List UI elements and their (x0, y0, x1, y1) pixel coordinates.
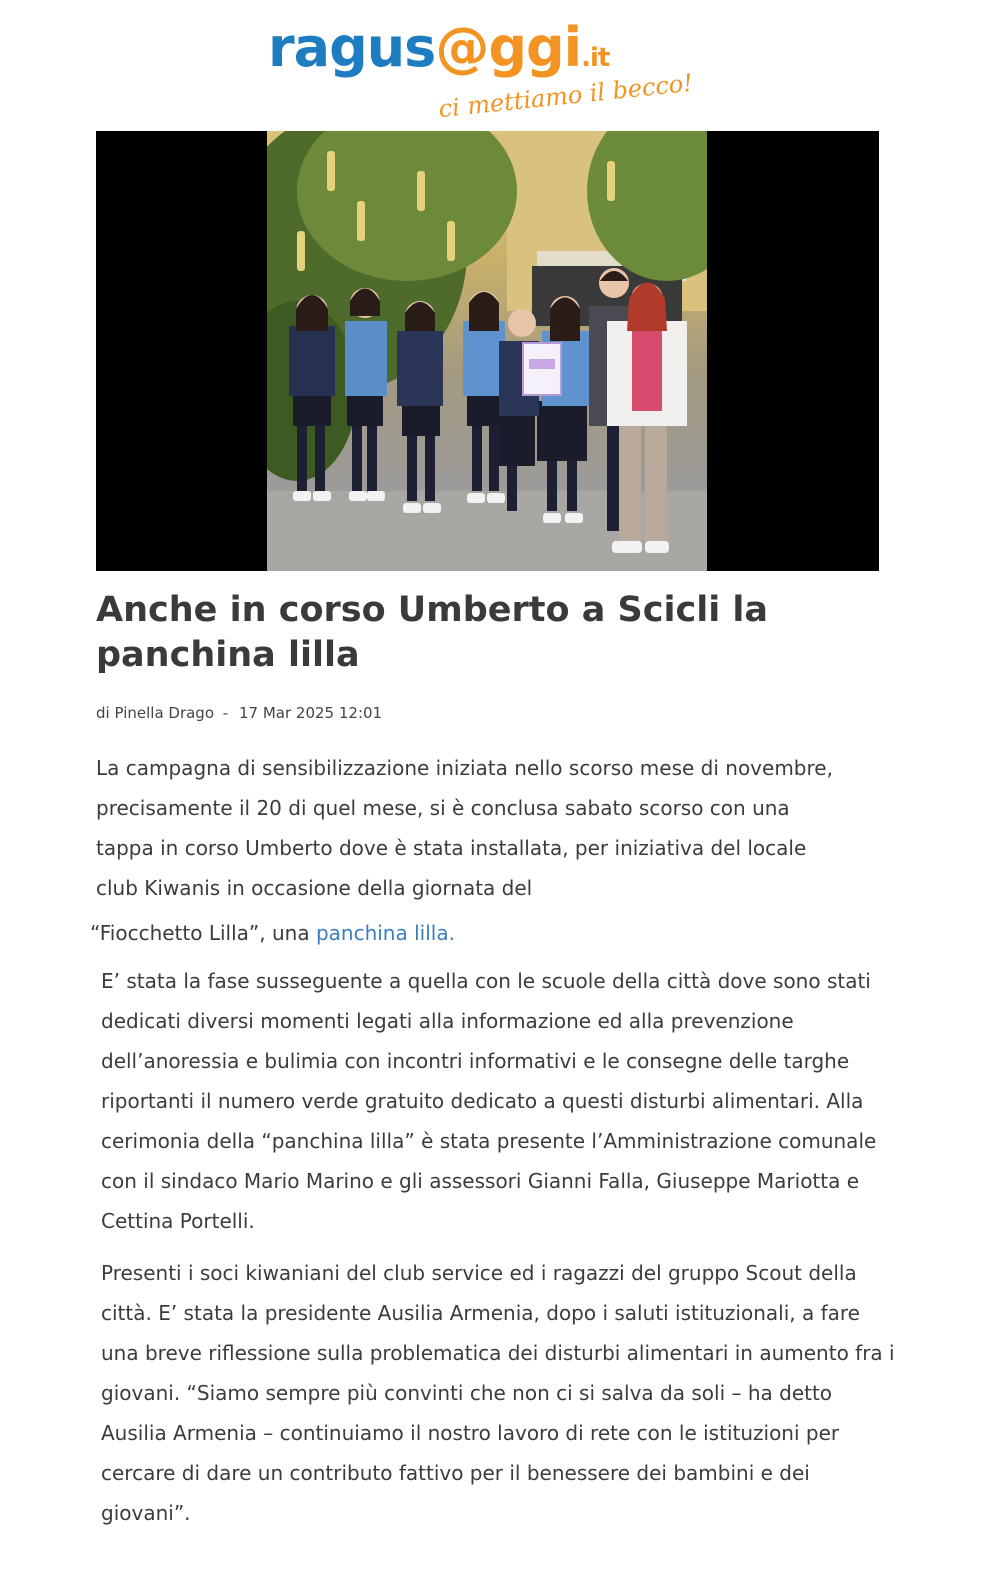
group-photo (267, 131, 707, 571)
article-paragraph: E’ stata la fase susseguente a quella con le scuole della città dove sono stati dedicati diversi momenti legati alla informazione ed alla prevenzione dell’anoressia e bulimia con incontri informativi e le consegne delle targhe riportanti il numero verde gratuito dedicato a questi disturbi alimentari. Alla cerimonia della “panchina lilla” è stata presente l’Amministrazione comunale con il sindaco Mario Marino e gli assessori Gianni Falla, Giuseppe Mariotta e Cettina Portelli. (101, 969, 877, 1233)
logo-tld: .it (581, 43, 610, 73)
article-title: Anche in corso Umberto a Scicli la panchina lilla (96, 590, 769, 675)
article-paragraph-end (90, 913, 850, 953)
article-paragraph: La campagna di sensibilizzazione iniziata nello scorso mese di novembre, precisamente il 20 di quel mese, si è conclusa sabato scorso con una tappa in corso Umberto dove è stata installata, per iniziativa del locale club Kiwanis in occasione della giornata del (96, 756, 833, 900)
group-photo-illustration (267, 131, 707, 571)
paragraph-end-text: “Fiocchetto Lilla”, una (90, 921, 310, 945)
article-date: 17 Mar 2025 12:01 (239, 704, 383, 722)
author-name[interactable]: Pinella Drago (114, 704, 215, 722)
meta-separator: - (222, 704, 229, 722)
author-prefix: di (96, 704, 110, 722)
logo-main-text: ragus (268, 16, 436, 79)
article-hero-image[interactable] (96, 131, 879, 571)
site-header (0, 0, 1003, 130)
article-paragraph: Presenti i soci kiwaniani del club service ed i ragazzi del gruppo Scout della città. E’ stata la presidente Ausilia Armenia, dopo i saluti istituzionali, a fare una breve riflessione sulla problematica dei disturbi alimentari in aumento fra i giovani. “Siamo sempre più convinti che non ci si salva da soli – ha detto Ausilia Armenia – continuiamo il nostro lavoro di rete con le istituzioni per cercare di dare un contributo fattivo per il benessere dei bambini e dei giovani”. (101, 1261, 895, 1525)
logo-accent-text: @ggi (435, 16, 582, 79)
logo-wordmark (268, 16, 609, 90)
link-suffix: . (448, 921, 455, 945)
site-logo[interactable] (268, 14, 695, 124)
panchina-lilla-link[interactable]: panchina lilla (315, 921, 449, 945)
article-meta (96, 704, 382, 722)
logo-tagline: ci mettiamo il becco! (437, 68, 695, 124)
